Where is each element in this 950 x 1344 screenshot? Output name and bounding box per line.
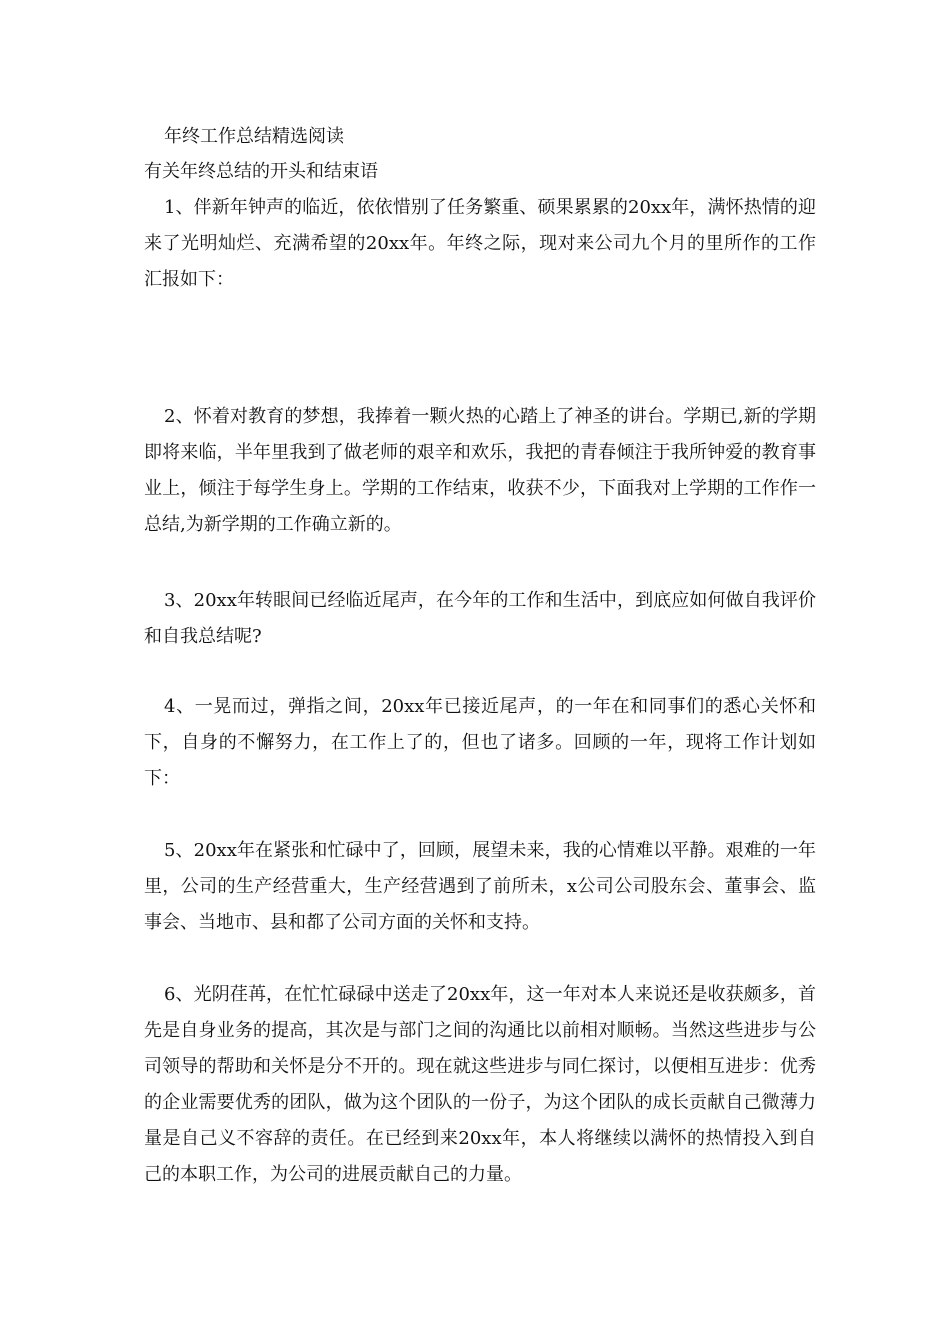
paragraph-1: 1、伴新年钟声的临近，依依惜别了任务繁重、硕果累累的20xx年，满怀热情的迎来了光明灿烂、充满希望的20xx年。年终之际，现对来公司九个月的里所作的工作汇报如下： [144, 197, 816, 290]
paragraph-2: 2、怀着对教育的梦想，我捧着一颗火热的心踏上了神圣的讲台。学期已,新的学期即将来临，半年里我到了做老师的艰辛和欢乐，我把的青春倾注于我所钟爱的教育事业上，倾注于每学生身上。学期的工作结束，收获不少，下面我对上学期的工作作一总结,为新学期的工作确立新的。 [144, 406, 816, 535]
paragraph-5: 5、20xx年在紧张和忙碌中了，回顾，展望未来，我的心情难以平静。艰难的一年里，公司的生产经营重大，生产经营遇到了前所未，x公司公司股东会、董事会、监事会、当地市、县和都了公司方面的关怀和支持。 [144, 840, 816, 933]
paragraph-6: 6、光阴荏苒，在忙忙碌碌中送走了20xx年，这一年对本人来说还是收获颇多，首先是自身业务的提高，其次是与部门之间的沟通比以前相对顺畅。当然这些进步与公司领导的帮助和关怀是分不开的。现在就这些进步与同仁探讨，以便相互进步：优秀的企业需要优秀的团队，做为这个团队的一份子，为这个团队的成长贡献自己微薄力量是自己义不容辞的责任。在已经到来20xx年，本人将继续以满怀的热情投入到自己的本职工作，为公司的进展贡献自己的力量。 [144, 984, 816, 1185]
document-subheading: 有关年终总结的开头和结束语 [144, 161, 378, 182]
paragraph-4: 4、一晃而过，弹指之间，20xx年已接近尾声，的一年在和同事们的悉心关怀和下，自身的不懈努力，在工作上了的，但也了诸多。回顾的一年，现将工作计划如下： [144, 696, 816, 789]
paragraph-3: 3、20xx年转眼间已经临近尾声，在今年的工作和生活中，到底应如何做自我评价和自我总结呢? [144, 590, 816, 647]
document-heading: 年终工作总结精选阅读 [164, 126, 344, 147]
